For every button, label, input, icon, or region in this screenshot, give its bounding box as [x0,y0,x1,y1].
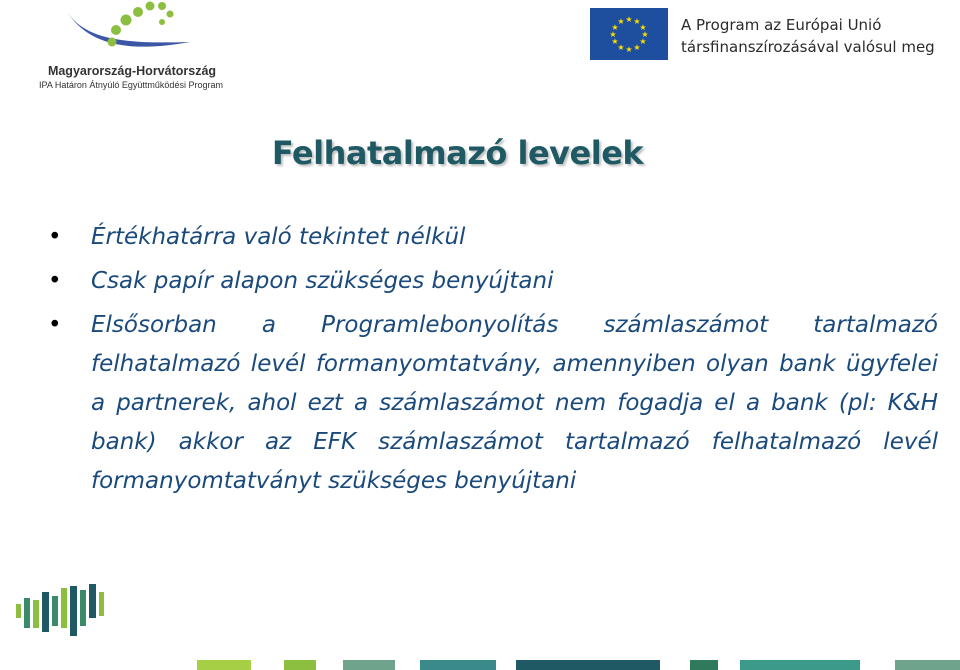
svg-text:★: ★ [609,30,617,39]
strip-segment [420,660,496,670]
svg-text:★: ★ [611,37,619,46]
svg-text:★: ★ [639,37,647,46]
bullet-icon: • [48,268,62,294]
program-logo-graphic [64,0,224,62]
eu-funding-note [681,14,951,58]
svg-text:★: ★ [617,17,625,26]
footer-logo [16,582,126,666]
svg-text:★: ★ [633,17,641,26]
bars-logo-icon [16,582,126,662]
strip-segment [690,660,718,670]
eu-funding-line-1: A Program az Európai Unió [681,16,882,34]
list-item [48,218,938,257]
list-item [48,306,938,501]
bullet-icon: • [48,312,62,338]
strip-segment [516,660,660,670]
bullet-text: Elsősorban a Programlebonyolítás számlaszámot tartalmazó felhatalmazó levél formanyomtatvány, amennyiben olyan bank ügyfelei a partnerek, ahol ezt a számlaszámot nem fogadja el a bank (pl: K&H bank) akkor az EFK számlaszámot tartalmazó felhatalmazó levél formanyomtatványt szükséges benyújtani [91,312,938,494]
bullet-list [48,218,938,506]
strip-segment [197,660,251,670]
strip-segment [284,660,316,670]
program-logo [24,0,224,95]
svg-text:★: ★ [641,30,649,39]
svg-text:★: ★ [633,43,641,52]
svg-text:★: ★ [617,43,625,52]
bullet-text: Értékhatárra való tekintet nélkül [91,224,466,250]
page-title: Felhatalmazó levelek [271,134,644,172]
strip-segment [895,660,960,670]
svg-text:★: ★ [625,45,633,54]
eu-flag-icon [590,8,668,60]
bullet-text: Csak papír alapon szükséges benyújtani [91,268,554,294]
strip-segment [740,660,860,670]
eu-funding-line-2: társfinanszírozásával valósul meg [681,38,935,56]
svg-text:★: ★ [611,23,619,32]
svg-text:★: ★ [625,15,633,24]
svg-text:★: ★ [639,23,647,32]
program-name: Magyarország-Horvátország [47,64,217,78]
strip-segment [343,660,395,670]
program-subtitle: IPA Határon Átnyúló Együttműködési Program [39,80,223,90]
bullet-icon: • [48,224,62,250]
list-item [48,262,938,301]
footer-color-strip [0,660,960,670]
